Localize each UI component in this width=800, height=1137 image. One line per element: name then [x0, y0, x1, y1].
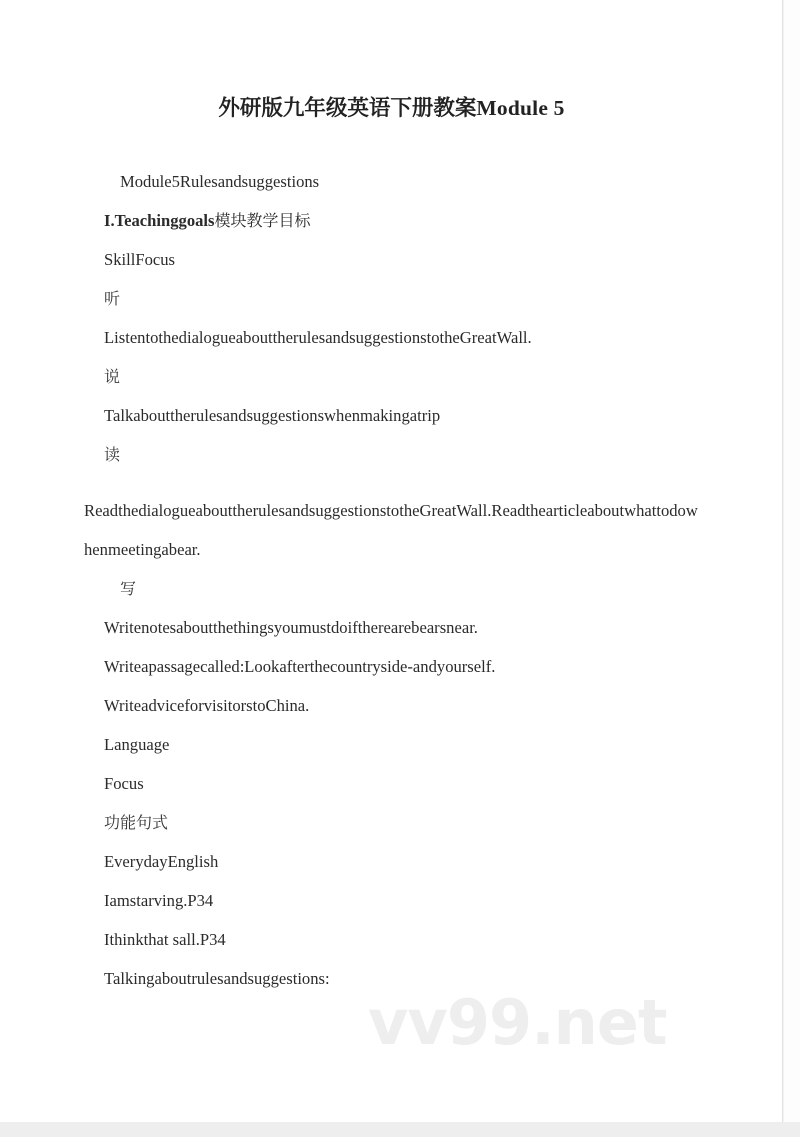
paragraph-skill-read-body: ReadthedialogueabouttherulesandsuggestionstotheGreatWall.Readthearticleaboutwhattodowhenmeetingabear. — [84, 501, 698, 559]
line-skill-listen-body: ListentothedialogueabouttherulesandsuggestionstotheGreatWall. — [104, 328, 532, 347]
line-skill-speak-label: 说 — [104, 367, 121, 386]
line-skill-write-label: 写 — [120, 579, 137, 598]
line-skill-write-body-1: Writenotesaboutthethingsyoumustdoiftherearebearsnear. — [104, 618, 478, 637]
line-language-label: Language — [104, 735, 170, 754]
line-skill-speak-body: Talkabouttherulesandsuggestionswhenmakingatrip — [104, 406, 441, 425]
line-skill-listen-label: 听 — [104, 289, 121, 308]
line-function-patterns-label: 功能句式 — [104, 813, 169, 832]
line-teaching-goals — [84, 201, 714, 240]
page-bottom-strip — [0, 1122, 800, 1137]
line-phrase-ithinkthat: Ithinkthat sall.P34 — [104, 930, 226, 949]
site-watermark: vv99.net — [368, 986, 667, 1059]
line-talking-about-rules: Talkingaboutrulesandsuggestions: — [104, 969, 330, 988]
line-everyday-english-label: EverydayEnglish — [104, 852, 219, 871]
line-skill-write-body-2: Writeapassagecalled:Lookafterthecountryside-andyourself. — [104, 657, 496, 676]
line-skill-read-label: 读 — [104, 445, 121, 464]
line-focus-label: Focus — [104, 774, 144, 793]
page-title-cjk: 外研版九年级英语下册教案 — [218, 96, 477, 121]
paragraph-spacer — [84, 474, 714, 491]
line-skill-write-body-3: WriteadviceforvisitorstoChina. — [104, 696, 310, 715]
teaching-goals-latin: I.Teachinggoals — [104, 211, 215, 230]
line-phrase-starving: Iamstarving.P34 — [104, 891, 214, 910]
line-skill-focus: SkillFocus — [104, 250, 176, 269]
page-right-gutter — [783, 0, 800, 1122]
page-title — [0, 93, 783, 124]
line-module-heading: Module5Rulesandsuggestions — [120, 172, 320, 191]
document-body — [84, 162, 714, 998]
page-title-latin: Module 5 — [476, 96, 565, 120]
teaching-goals-cjk: 模块教学目标 — [214, 211, 311, 230]
